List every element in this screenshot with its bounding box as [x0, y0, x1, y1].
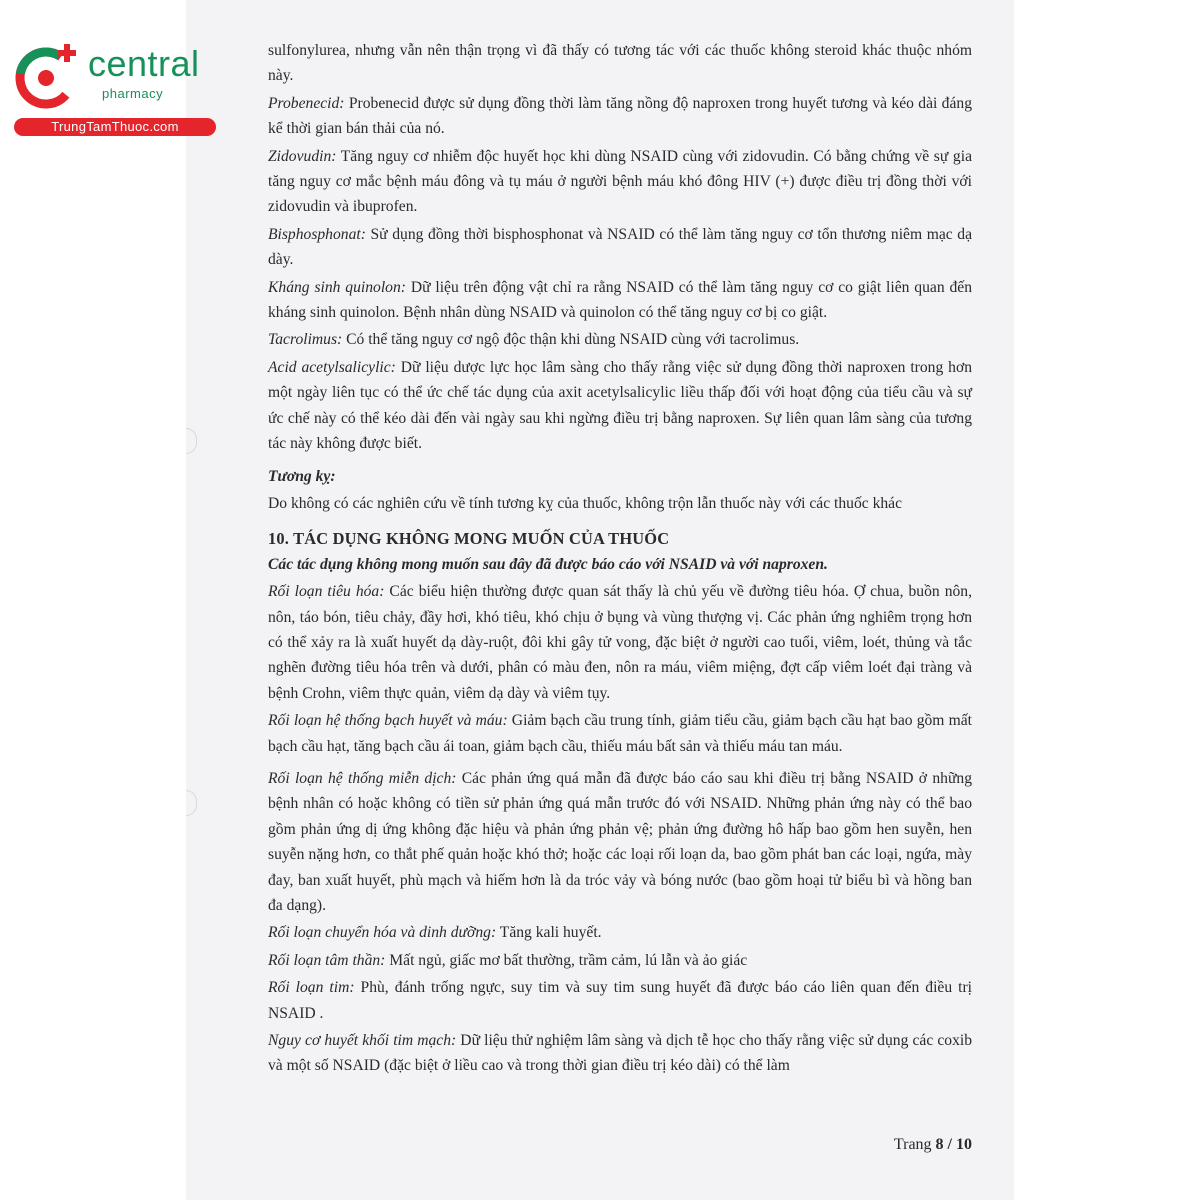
- paragraph-tacrolimus: [268, 327, 972, 352]
- incompatibility-text: Do không có các nghiên cứu về tính tương kỵ của thuốc, không trộn lẫn thuốc này với các thuốc khác: [268, 494, 903, 512]
- document-body: [268, 38, 972, 1081]
- paragraph-sulfonylurea: sulfonylurea, nhưng vẫn nên thận trọng vì đã thấy có tương tác với các thuốc không steroid khác thuộc nhóm này.: [268, 42, 972, 85]
- drug-label: Acid acetylsalicylic:: [268, 358, 396, 376]
- drug-label: Tacrolimus:: [268, 331, 343, 349]
- paragraph-thrombotic-risk: [268, 1028, 972, 1079]
- paragraph-quinolon: [268, 275, 972, 326]
- paragraph-acetylsalicylic: [268, 355, 972, 457]
- paragraph-immune-disorders: [268, 766, 972, 918]
- paragraph-psychiatric-disorders: [268, 948, 972, 973]
- central-pharmacy-logo: [6, 34, 216, 138]
- brand-tagline: pharmacy: [102, 86, 164, 101]
- effect-text: Giảm bạch cầu trung tính, giảm tiểu cầu, giảm bạch cầu hạt bao gồm mất bạch cầu hạt, tăng bạch cầu ái toan, giảm bạch cầu, thiếu máu bất sản và thiếu máu tan máu.: [268, 712, 972, 755]
- drug-text: Sử dụng đồng thời bisphosphonat và NSAID có thể làm tăng nguy cơ tổn thương niêm mạc dạ dày.: [268, 225, 972, 269]
- brand-name: central: [88, 43, 200, 84]
- effect-label: Rối loạn hệ thống miễn dịch:: [268, 769, 457, 787]
- paragraph-metabolic-disorders: [268, 920, 972, 945]
- page-current: 8: [935, 1136, 944, 1153]
- drug-text: Dữ liệu trên động vật chỉ ra rằng NSAID có thể làm tăng nguy cơ co giật liên quan đến kháng sinh quinolon. Bệnh nhân dùng NSAID và quinolon có thể tăng nguy cơ bị co giật.: [268, 278, 972, 322]
- effect-label: Rối loạn chuyển hóa và dinh dưỡng:: [268, 924, 497, 942]
- effect-label: Nguy cơ huyết khối tim mạch:: [268, 1032, 457, 1050]
- section-heading: 10. TÁC DỤNG KHÔNG MONG MUỐN CỦA THUỐC: [268, 529, 670, 549]
- effect-text: Tăng kali huyết.: [496, 924, 602, 942]
- page-total: / 10: [947, 1136, 972, 1153]
- drug-label: Zidovudin:: [268, 147, 337, 165]
- paragraph-zidovudin: [268, 144, 972, 220]
- paragraph-gi-disorders: [268, 579, 972, 706]
- drug-text: Tăng nguy cơ nhiễm độc huyết học khi dùng NSAID cùng với zidovudin. Có bằng chứng về sự gia tăng nguy cơ mắc bệnh máu đông và tụ máu ở người bệnh máu khó đông HIV (+) được điều trị đồng thời với zidovudin và ibuprofen.: [268, 147, 972, 216]
- drug-label: Kháng sinh quinolon:: [268, 278, 406, 296]
- website-label: TrungTamThuoc.com: [14, 118, 216, 136]
- effect-text: Dữ liệu thử nghiệm lâm sàng và dịch tễ học cho thấy rằng việc sử dụng các coxib và một số NSAID (đặc biệt ở liều cao và trong thời gian điều trị kéo dài) có thể làm: [268, 1032, 972, 1075]
- paragraph-bisphosphonat: [268, 222, 972, 273]
- effect-text: Các biểu hiện thường được quan sát thấy là chủ yếu về đường tiêu hóa. Ợ chua, buồn nôn, nôn, táo bón, tiêu chảy, đầy hơi, khó tiêu, khó chịu ở bụng và vùng thượng vị. Các phản ứng nghiêm trọng hơn có thể xảy ra là xuất huyết dạ dày-ruột, đôi khi gây tử vong, đặc biệt ở người cao tuổi, viêm, loét, thủng và tắc nghẽn đường tiêu hóa trên và dưới, phân có màu đen, nôn ra máu, viêm miệng, đợt cấp viêm loét đại tràng và bệnh Crohn, viêm thực quản, viêm dạ dày và viêm tụy.: [268, 583, 972, 702]
- effect-text: Phù, đánh trống ngực, suy tim và suy tim sung huyết đã được báo cáo liên quan đến điều trị NSAID .: [268, 979, 972, 1022]
- drug-text: Dữ liệu dược lực học lâm sàng cho thấy rằng việc sử dụng đồng thời naproxen trong hơn một ngày liên tục có thể ức chế tác dụng của axit acetylsalicylic liều thấp đối với hoạt động của tiểu cầu và sự ức chế này có thể kéo dài đến vài ngày sau khi ngừng điều trị bằng naproxen. Sự liên quan lâm sàng của tương tác này không được biết.: [268, 358, 972, 453]
- drug-label: Bisphosphonat:: [268, 225, 366, 243]
- effect-label: Rối loạn tim:: [268, 979, 355, 997]
- effect-label: Rối loạn tâm thần:: [268, 951, 386, 969]
- page-label: Trang: [893, 1136, 932, 1153]
- paragraph-probenecid: [268, 91, 972, 142]
- paragraph-cardiac-disorders: [268, 975, 972, 1026]
- drug-label: Probenecid:: [268, 94, 345, 112]
- drug-text: Probenecid được sử dụng đồng thời làm tăng nồng độ naproxen trong huyết tương và kéo dài đáng kể thời gian bán thải của nó.: [268, 94, 972, 138]
- incompatibility-heading: Tương kỵ:: [268, 467, 336, 485]
- pharmacy-cross-icon: [12, 38, 86, 112]
- page-number: [870, 1136, 972, 1154]
- effect-label: Rối loạn tiêu hóa:: [268, 583, 385, 601]
- paragraph-blood-disorders: [268, 708, 972, 759]
- drug-text: Có thể tăng nguy cơ ngộ độc thận khi dùng NSAID cùng với tacrolimus.: [342, 331, 800, 349]
- section-intro: Các tác dụng không mong muốn sau đây đã được báo cáo với NSAID và với naproxen.: [268, 555, 828, 573]
- effect-label: Rối loạn hệ thống bạch huyết và máu:: [268, 712, 508, 730]
- effect-text: Mất ngủ, giấc mơ bất thường, trầm cảm, lú lẫn và ảo giác: [385, 951, 748, 969]
- effect-text: Các phản ứng quá mẫn đã được báo cáo sau khi điều trị bằng NSAID ở những bệnh nhân có hoặc không có tiền sử phản ứng quá mẫn trước đó với NSAID. Những phản ứng này có thể bao gồm phản ứng dị ứng không đặc hiệu và phản ứng phản vệ; phản ứng đường hô hấp bao gồm hen suyễn, hen suyễn nặng hơn, co thắt phế quản hoặc khó thở; hoặc các loại rối loạn da, bao gồm phát ban các loại, ngứa, mày đay, ban xuất huyết, phù mạch và hiếm hơn là da tróc vảy và bóng nước (bao gồm hoại tử biểu bì và hồng ban đa dạng).: [268, 769, 972, 914]
